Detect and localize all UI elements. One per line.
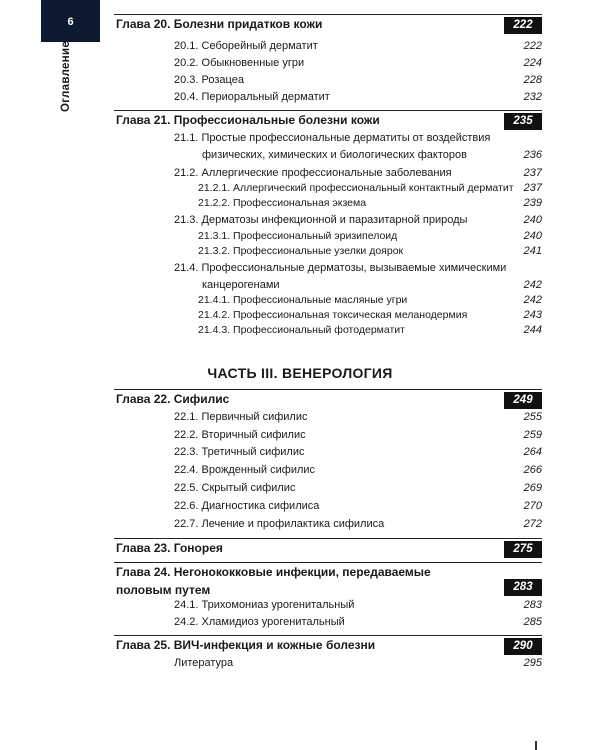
toc-subentry[interactable]: 21.2.1. Аллергический профессиональный контактный дерматит — [198, 182, 514, 194]
toc-page: 295 — [523, 657, 542, 669]
toc-entry[interactable]: 24.1. Трихомониаз урогенитальный — [174, 599, 355, 611]
toc-page: 242 — [523, 294, 542, 306]
toc-page: 240 — [523, 214, 542, 226]
chapter-22-heading[interactable] — [114, 389, 542, 410]
toc-page: 224 — [523, 57, 542, 69]
toc-page: 228 — [523, 74, 542, 86]
part-title: ЧАСТЬ III. ВЕНЕРОЛОГИЯ — [207, 365, 393, 381]
toc-page: 266 — [523, 464, 542, 476]
chapter-25-heading[interactable] — [114, 635, 542, 656]
toc-entry[interactable]: канцерогенами — [202, 279, 280, 291]
toc-page: 237 — [523, 167, 542, 179]
toc-page: 285 — [523, 616, 542, 628]
toc-entry[interactable]: 20.4. Периоральный дерматит — [174, 91, 330, 103]
toc-page: 236 — [523, 149, 542, 161]
toc-entry[interactable]: физических, химических и биологических факторов — [202, 149, 467, 161]
toc-entry[interactable]: 21.1. Простые профессиональные дерматиты от воздействия — [174, 132, 491, 144]
toc-page: 241 — [523, 245, 542, 257]
toc-entry[interactable]: 22.1. Первичный сифилис — [174, 411, 308, 423]
chapter-24-heading[interactable] — [114, 562, 542, 599]
page-number: 6 — [41, 0, 100, 42]
toc-subentry[interactable]: 21.3.1. Профессиональный эризипелоид — [198, 230, 398, 242]
toc-entry[interactable]: 20.2. Обыкновенные угри — [174, 57, 305, 69]
toc-page: 222 — [523, 40, 542, 52]
toc-entry[interactable]: 22.4. Врожденный сифилис — [174, 464, 316, 476]
chapter-page-badge: 222 — [504, 17, 542, 34]
toc-entry-literature[interactable]: Литература — [174, 657, 234, 669]
toc-subentry[interactable]: 21.3.2. Профессиональные узелки доярок — [198, 245, 404, 257]
toc-subentry[interactable]: 21.4.3. Профессиональный фотодерматит — [198, 324, 405, 336]
toc-entry[interactable]: 21.2. Аллергические профессиональные заболевания — [174, 167, 452, 179]
toc-entry[interactable]: 20.3. Розацеа — [174, 74, 244, 86]
toc-entry[interactable]: 22.7. Лечение и профилактика сифилиса — [174, 518, 385, 530]
chapter-23-heading[interactable] — [114, 538, 542, 559]
chapter-page-badge: 249 — [504, 392, 542, 409]
page-edge-mark — [535, 741, 537, 750]
chapter-title: Глава 21. Профессиональные болезни кожи — [116, 113, 380, 127]
chapter-title: Глава 23. Гонорея — [116, 541, 223, 555]
toc-page: 232 — [523, 91, 542, 103]
toc-entry[interactable]: 20.1. Себорейный дерматит — [174, 40, 318, 52]
chapter-title: Глава 25. ВИЧ-инфекция и кожные болезни — [116, 638, 376, 652]
toc-page: 259 — [523, 429, 542, 441]
chapter-title: Глава 22. Сифилис — [116, 392, 230, 406]
toc-page: 270 — [523, 500, 542, 512]
chapter-page-badge: 275 — [504, 541, 542, 558]
toc-page: 242 — [523, 279, 542, 291]
toc-page: 255 — [523, 411, 542, 423]
chapter-title-line2: половым путем — [116, 583, 211, 597]
toc-subentry[interactable]: 21.4.2. Профессиональная токсическая меланодермия — [198, 309, 468, 321]
chapter-title: Глава 20. Болезни придатков кожи — [116, 17, 323, 31]
toc-page: 239 — [523, 197, 542, 209]
toc-entry[interactable]: 22.2. Вторичный сифилис — [174, 429, 306, 441]
toc-page: 237 — [523, 182, 542, 194]
chapter-page-badge: 290 — [504, 638, 542, 655]
toc-page: 244 — [523, 324, 542, 336]
toc-page: 269 — [523, 482, 542, 494]
toc-entry[interactable]: 22.6. Диагностика сифилиса — [174, 500, 320, 512]
toc-subentry[interactable]: 21.4.1. Профессиональные масляные угри — [198, 294, 408, 306]
chapter-21-heading[interactable] — [114, 110, 542, 131]
chapter-20-heading[interactable] — [114, 14, 542, 35]
toc-page: 243 — [523, 309, 542, 321]
toc-page: 240 — [523, 230, 542, 242]
chapter-page-badge: 235 — [504, 113, 542, 130]
toc-page: 272 — [523, 518, 542, 530]
toc-subentry[interactable]: 21.2.2. Профессиональная экзема — [198, 197, 367, 209]
chapter-title-line1: Глава 24. Негонококковые инфекции, передаваемые — [116, 565, 431, 579]
toc-page: 283 — [523, 599, 542, 611]
toc-entry[interactable]: 22.5. Скрытый сифилис — [174, 482, 296, 494]
chapter-page-badge: 283 — [504, 579, 542, 596]
toc-entry[interactable]: 24.2. Хламидиоз урогенитальный — [174, 616, 345, 628]
toc-entry[interactable]: 21.4. Профессиональные дерматозы, вызываемые химическими — [174, 262, 507, 274]
toc-entry[interactable]: 21.3. Дерматозы инфекционной и паразитарной природы — [174, 214, 468, 226]
toc-page: 264 — [523, 446, 542, 458]
toc-entry[interactable]: 22.3. Третичный сифилис — [174, 446, 305, 458]
